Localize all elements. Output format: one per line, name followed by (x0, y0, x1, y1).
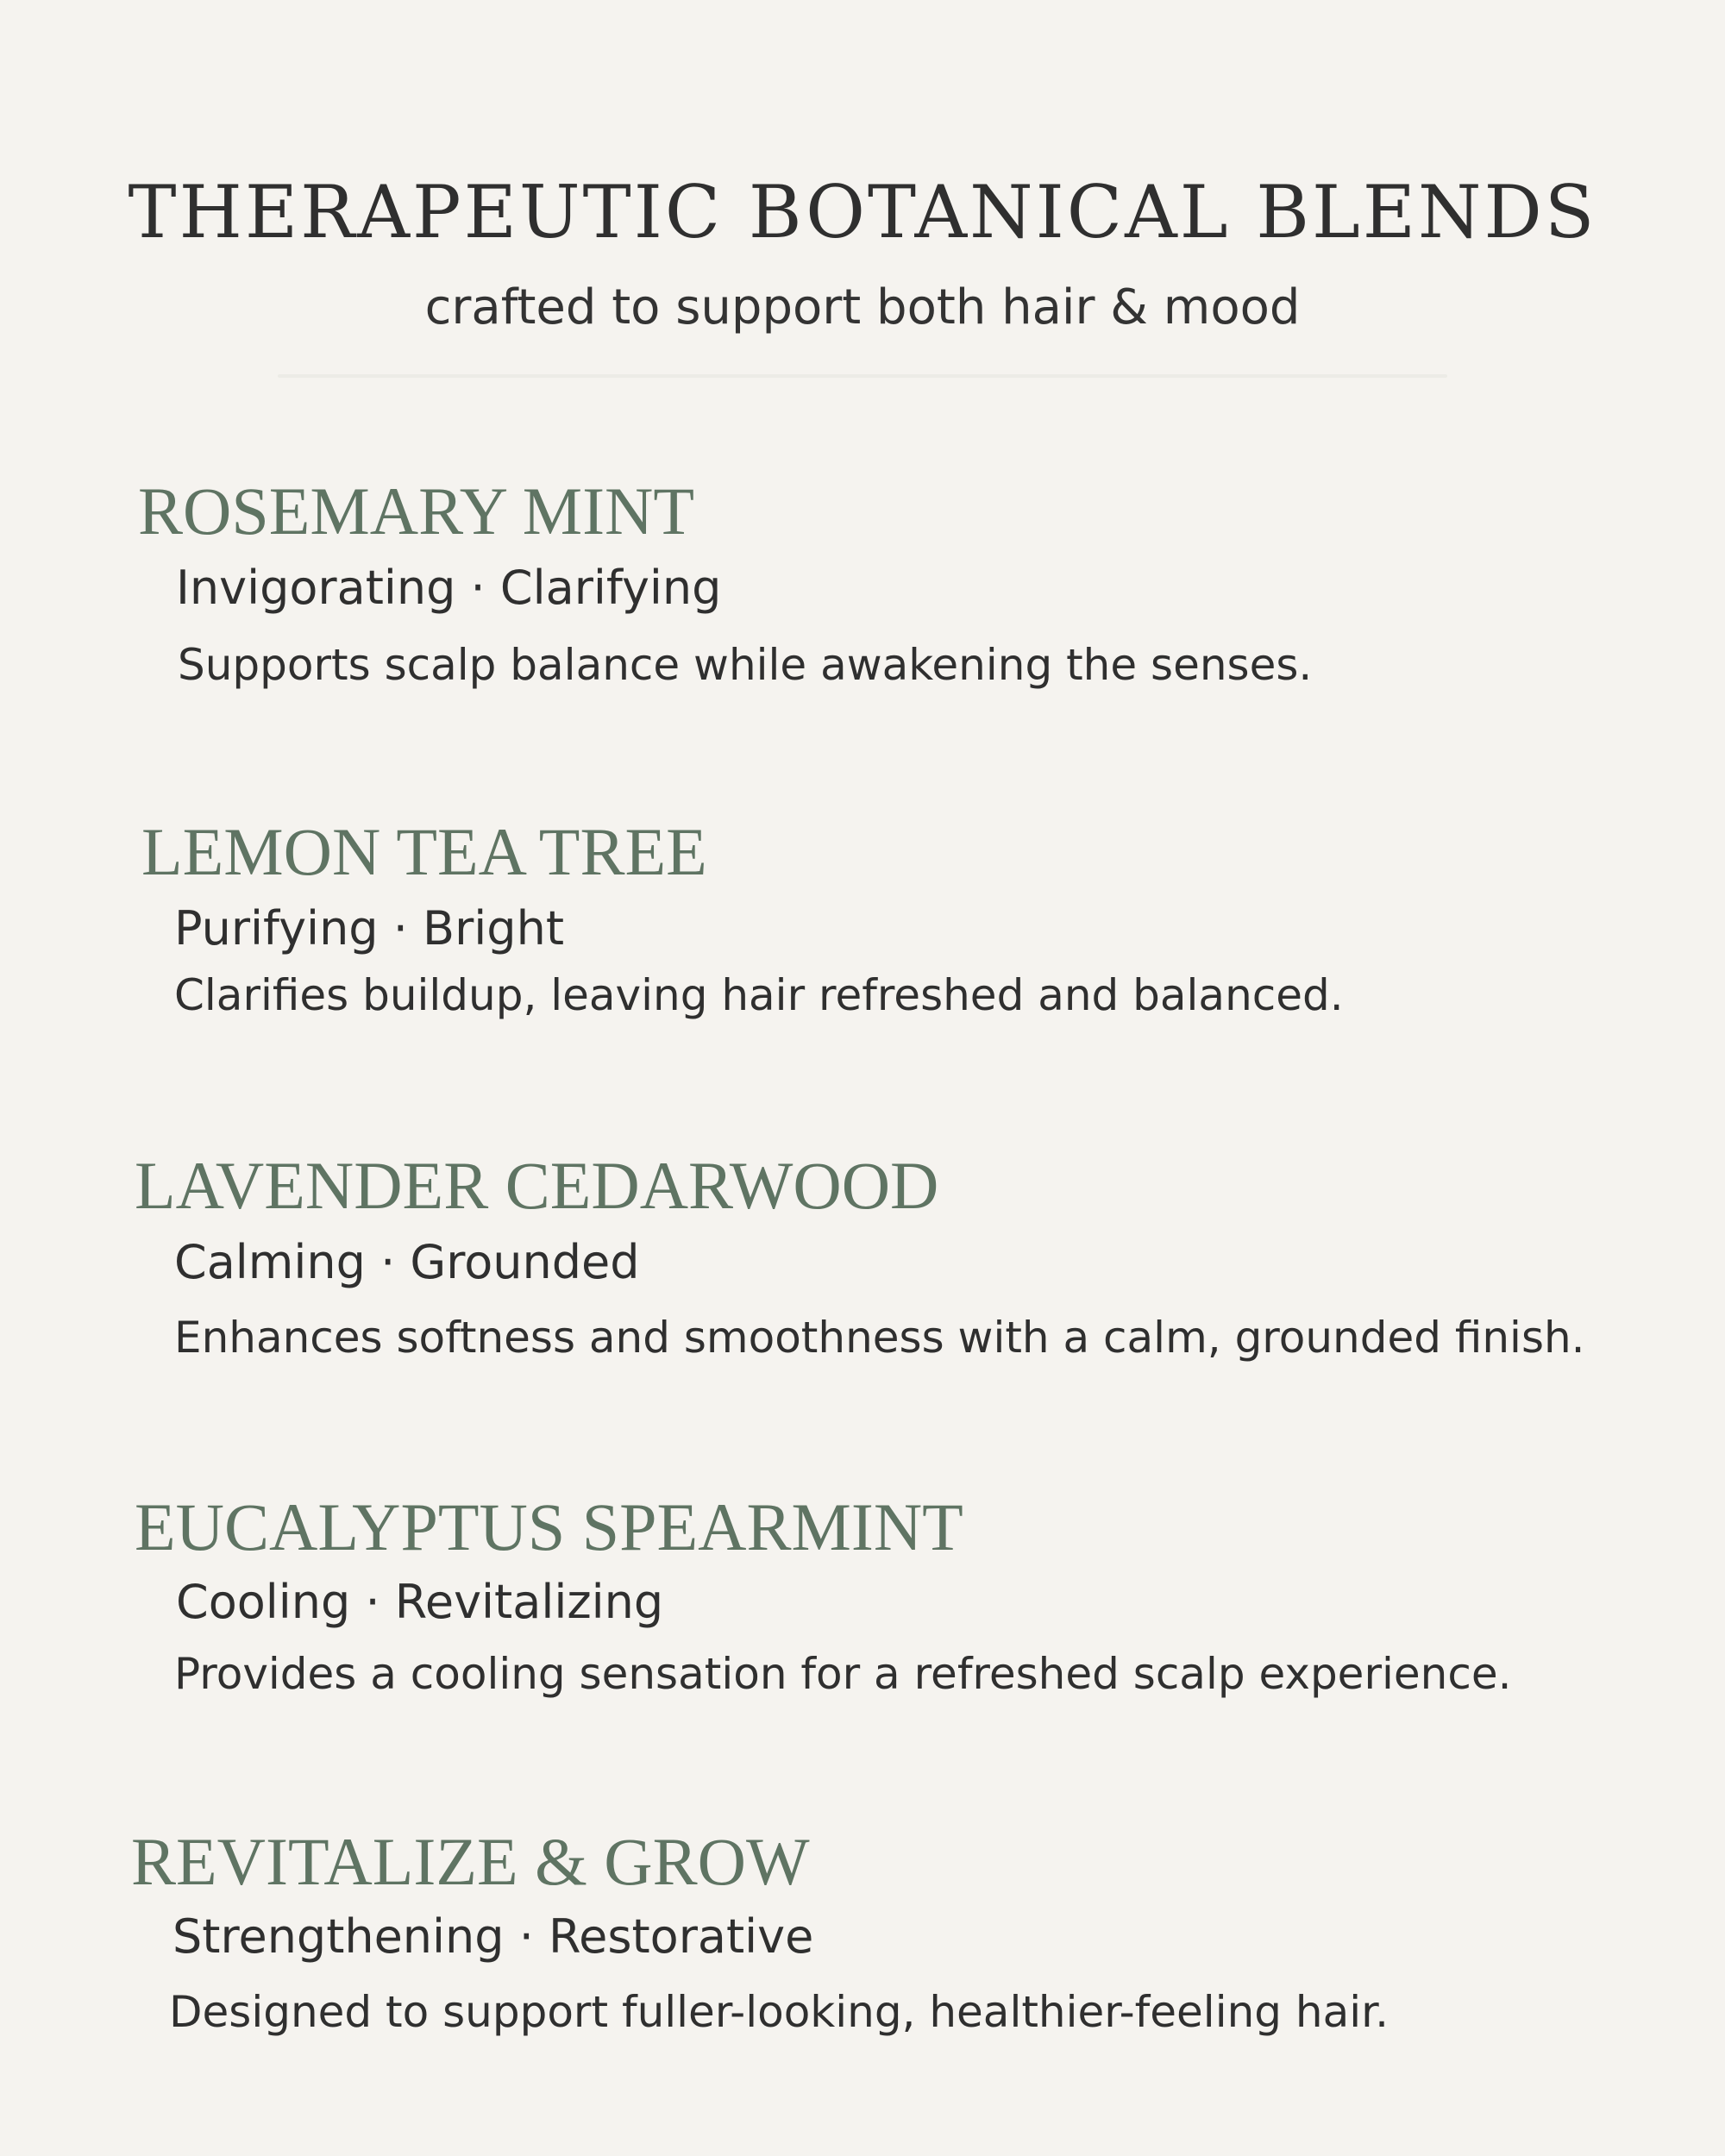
blend-name: EUCALYPTUS SPEARMINT (135, 1489, 963, 1564)
blend-description: Provides a cooling sensation for a refreshed scalp experience. (174, 1649, 1512, 1699)
blend-tags: Invigorating · Clarifying (176, 561, 722, 615)
blend-eucalyptus-spearmint (0, 1489, 1725, 1799)
blend-tags: Cooling · Revitalizing (176, 1575, 664, 1629)
blend-name: REVITALIZE & GROW (131, 1824, 810, 1899)
blend-name: LAVENDER CEDARWOOD (135, 1148, 939, 1223)
blend-lavender-cedarwood (0, 1147, 1725, 1457)
blend-lemon-tea-tree (0, 813, 1725, 1124)
blend-revitalize-grow (0, 1823, 1725, 2134)
blend-description: Clarifies buildup, leaving hair refreshed and balanced. (174, 970, 1344, 1020)
blend-rosemary-mint (0, 473, 1725, 783)
header (0, 0, 1725, 397)
blend-tags: Purifying · Bright (174, 901, 564, 956)
blend-tags: Calming · Grounded (174, 1235, 640, 1289)
page-title: THERAPEUTIC BOTANICAL BLENDS (128, 170, 1597, 254)
header-divider (278, 374, 1447, 378)
page-subtitle: crafted to support both hair & mood (424, 279, 1301, 335)
blend-tags: Strengthening · Restorative (172, 1909, 814, 1964)
blend-name: ROSEMARY MINT (138, 473, 695, 548)
blend-description: Designed to support fuller-looking, healthier-feeling hair. (169, 1987, 1389, 2037)
blend-description: Enhances softness and smoothness with a calm, grounded finish. (174, 1313, 1585, 1363)
blend-description: Supports scalp balance while awakening the senses. (178, 640, 1313, 690)
blend-name: LEMON TEA TREE (141, 814, 707, 889)
